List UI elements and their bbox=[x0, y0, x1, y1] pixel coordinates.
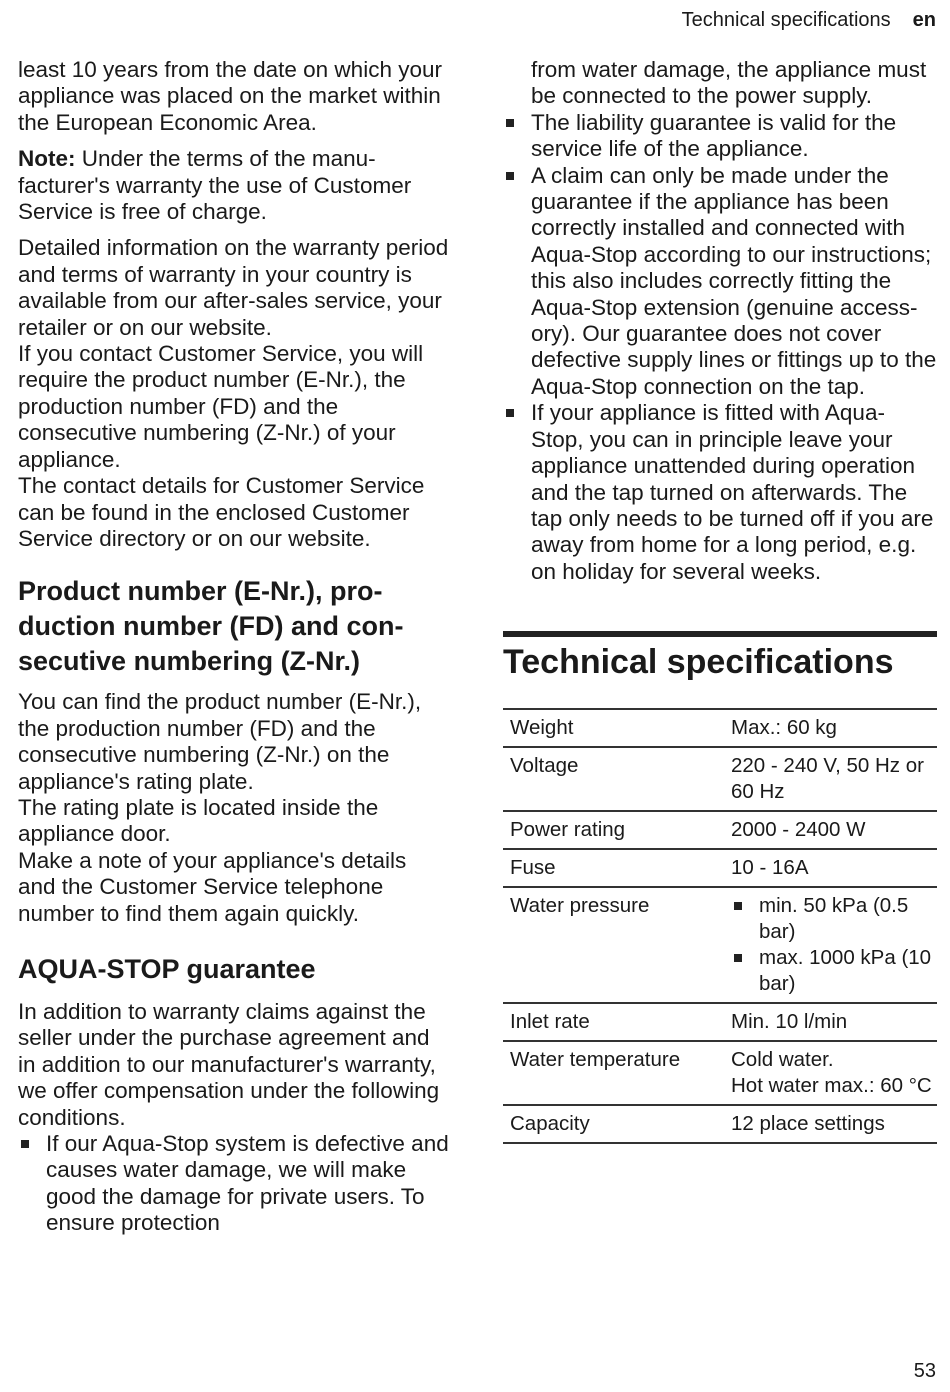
aqua-stop-bullet: If our Aqua-Stop system is defective and causes water damage, we will make good the damage for private users. To ensure protection bbox=[18, 1131, 450, 1237]
spec-value: Min. 10 l/min bbox=[728, 1003, 937, 1041]
rating-plate-location: The rating plate is located inside the appliance door. bbox=[18, 794, 379, 847]
aqua-stop-bullet: If your appliance is fitted with Aqua-Stop, you can in principle leave your appliance unattended during operation and the tap turned on afterwards. The tap only needs to be turned off if you are away from home for a long period, e.g. on holiday for several weeks. bbox=[503, 400, 937, 585]
page-number: 53 bbox=[913, 1360, 936, 1382]
spec-value: 12 place settings bbox=[728, 1105, 937, 1143]
spec-label: Water temperature bbox=[503, 1041, 728, 1105]
warranty-paragraph-end: least 10 years from the date on which your appliance was placed on the market within the European Economic Area. bbox=[18, 57, 442, 135]
make-note-paragraph: Make a note of your appliance's details and the Customer Service telephone number to find them again quickly. bbox=[18, 847, 407, 926]
aqua-stop-bullet: A claim can only be made under the guarantee if the appliance has been correctly installed and connected with Aqua-Stop according to our instructions; this also includes correctly fitting the Aqua-Stop extension (genuine accessory). Our guarantee does not cover defective supply lines or fittings up to the Aqua-Stop connection on the tap. bbox=[503, 163, 937, 401]
temperature-hot: Hot water max.: 60 °C bbox=[731, 1074, 932, 1098]
spec-value bbox=[728, 1041, 937, 1105]
header-section-title: Technical specifications bbox=[681, 9, 891, 31]
right-column bbox=[503, 57, 937, 1144]
aqua-stop-intro: In addition to warranty claims against the seller under the purchase agreement and in addition to our manufacturer's warranty, we offer compensation under the following conditions. bbox=[18, 998, 440, 1130]
table-row bbox=[503, 887, 937, 1003]
note-paragraph bbox=[18, 146, 450, 225]
spec-value bbox=[728, 887, 937, 1003]
running-header bbox=[682, 9, 936, 32]
table-row bbox=[503, 1041, 937, 1105]
header-language-code: en bbox=[912, 9, 936, 31]
spec-label: Inlet rate bbox=[503, 1003, 728, 1041]
spec-value: 220 - 240 V, 50 Hz or 60 Hz bbox=[728, 747, 937, 811]
spec-label: Capacity bbox=[503, 1105, 728, 1143]
pressure-min: min. 50 kPa (0.5 bar) bbox=[731, 893, 937, 945]
aqua-stop-bullet-continuation: from water damage, the appliance must be connected to the power supply. bbox=[531, 57, 927, 109]
spec-label: Power rating bbox=[503, 811, 728, 849]
temperature-cold: Cold water. bbox=[731, 1048, 834, 1072]
rating-plate-paragraph: You can find the product number (E-Nr.), the production number (FD) and the consecutive numbering (Z-Nr.) on the appliance's rating plate. bbox=[18, 689, 422, 794]
specifications-table bbox=[503, 708, 937, 1144]
spec-label: Water pressure bbox=[503, 887, 728, 1003]
technical-specifications-section bbox=[503, 631, 937, 1144]
spec-label: Weight bbox=[503, 709, 728, 747]
customer-service-paragraph: If you contact Customer Service, you will require the product number (E-Nr.), the production number (FD) and the consecutive numbering (Z-Nr.) of your appliance. bbox=[18, 341, 424, 472]
aqua-stop-bullet: The liability guarantee is valid for the service life of the appliance. bbox=[503, 110, 937, 163]
spec-value: 10 - 16A bbox=[728, 849, 937, 887]
note-text: Under the terms of the manufacturer's warranty the use of Customer Service is free of charge. bbox=[18, 146, 412, 225]
spec-value: 2000 - 2400 W bbox=[728, 811, 937, 849]
table-row bbox=[503, 1105, 937, 1143]
product-number-heading: Product number (E-Nr.), production number (FD) and consecutive numbering (Z-Nr.) bbox=[18, 576, 404, 677]
table-row bbox=[503, 709, 937, 747]
spec-value: Max.: 60 kg bbox=[728, 709, 937, 747]
table-row bbox=[503, 849, 937, 887]
pressure-max: max. 1000 kPa (10 bar) bbox=[731, 945, 937, 997]
table-row bbox=[503, 747, 937, 811]
spec-label: Voltage bbox=[503, 747, 728, 811]
technical-specifications-title: Technical specifications bbox=[503, 643, 894, 682]
warranty-details-paragraph: Detailed information on the warranty period and terms of warranty in your country is available from our after-sales service, your retailer or on our website. bbox=[18, 235, 449, 340]
note-label: Note: bbox=[18, 146, 76, 172]
contact-details-paragraph: The contact details for Customer Service can be found in the enclosed Customer Service directory or on our website. bbox=[18, 473, 425, 551]
spec-label: Fuse bbox=[503, 849, 728, 887]
left-column bbox=[18, 57, 450, 1237]
table-row bbox=[503, 811, 937, 849]
table-row bbox=[503, 1003, 937, 1041]
aqua-stop-heading: AQUA-STOP guarantee bbox=[18, 953, 316, 984]
